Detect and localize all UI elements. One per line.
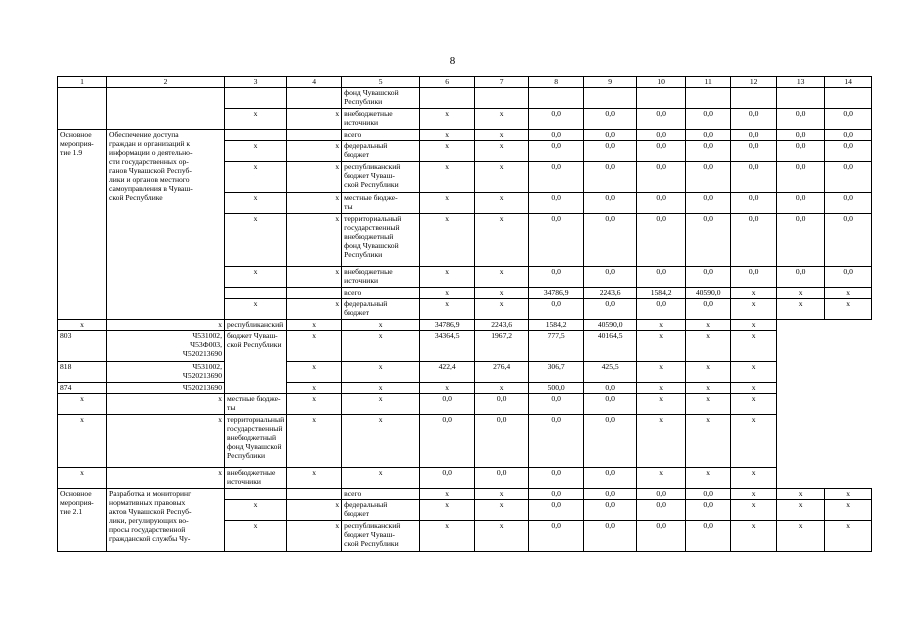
table-row — [58, 383, 872, 394]
table-cell: х — [686, 320, 731, 331]
table-cell: 1584,2 — [529, 320, 584, 331]
table-cell: х — [107, 468, 225, 489]
table-cell: х — [686, 331, 731, 362]
table-cell: 0,0 — [637, 214, 686, 267]
table-cell: х — [731, 288, 777, 299]
table-cell: х — [475, 162, 529, 193]
table-cell: Ч520213690 — [107, 383, 225, 394]
table-cell: х — [58, 415, 107, 468]
table-cell: 0,0 — [637, 141, 686, 162]
table-cell: х — [420, 162, 475, 193]
column-header-8: 8 — [529, 77, 584, 88]
table-cell — [584, 88, 637, 109]
table-cell: 2243,6 — [584, 288, 637, 299]
table-row — [58, 362, 872, 383]
table-cell: х — [225, 267, 287, 288]
header-row — [58, 77, 872, 88]
table-cell: х — [777, 500, 825, 521]
table-cell: 0,0 — [686, 521, 731, 552]
table-cell: федеральный бюджет — [342, 299, 420, 320]
column-header-10: 10 — [637, 77, 686, 88]
table-cell: х — [475, 500, 529, 521]
table-cell: 0,0 — [529, 299, 584, 320]
table-cell: х — [287, 267, 342, 288]
table-cell: х — [475, 383, 529, 394]
table-cell: 0,0 — [584, 214, 637, 267]
table-cell: 0,0 — [637, 521, 686, 552]
table-cell: 0,0 — [686, 141, 731, 162]
table-cell — [825, 88, 872, 109]
table-cell: 0,0 — [825, 267, 872, 288]
table-cell: х — [342, 362, 420, 383]
table-cell: 0,0 — [686, 193, 731, 214]
table-cell: х — [475, 288, 529, 299]
table-cell: 0,0 — [637, 162, 686, 193]
column-header-11: 11 — [686, 77, 731, 88]
table-cell: х — [475, 267, 529, 288]
table-cell: х — [107, 320, 225, 331]
table-cell: 0,0 — [529, 394, 584, 415]
table-cell: 0,0 — [529, 521, 584, 552]
table-cell: 0,0 — [637, 489, 686, 500]
table-cell: х — [342, 320, 420, 331]
table-row — [58, 489, 872, 500]
table-cell: 306,7 — [529, 362, 584, 383]
table-cell: 0,0 — [777, 109, 825, 130]
table-cell: х — [731, 299, 777, 320]
table-cell: 34364,5 — [420, 331, 475, 362]
column-header-6: 6 — [420, 77, 475, 88]
budget-table — [57, 76, 872, 552]
table-cell — [225, 88, 287, 109]
table-cell: 0,0 — [825, 214, 872, 267]
table-cell: х — [731, 320, 777, 331]
table-cell: 0,0 — [731, 193, 777, 214]
table-cell: 874 — [58, 383, 107, 394]
table-cell: 425,5 — [584, 362, 637, 383]
table-cell: 0,0 — [825, 141, 872, 162]
table-cell: 0,0 — [584, 489, 637, 500]
table-cell: 0,0 — [637, 109, 686, 130]
column-header-13: 13 — [777, 77, 825, 88]
table-cell — [58, 88, 107, 130]
table-cell: 0,0 — [637, 267, 686, 288]
table-cell: 0,0 — [731, 141, 777, 162]
table-cell: х — [731, 383, 777, 394]
column-header-12: 12 — [731, 77, 777, 88]
table-row — [58, 130, 872, 141]
table-cell: х — [287, 468, 342, 489]
table-cell: х — [420, 383, 475, 394]
table-cell: 0,0 — [825, 193, 872, 214]
table-cell: х — [287, 214, 342, 267]
table-cell: 0,0 — [686, 267, 731, 288]
table-cell — [529, 88, 584, 109]
table-cell: территориальный государственный внебюджетный фонд Чувашской Республики — [342, 214, 420, 267]
table-cell: х — [58, 320, 107, 331]
table-cell: х — [107, 394, 225, 415]
table-cell: х — [825, 288, 872, 299]
table-cell: Разработка и мониторинг нормативных правовых актов Чувашской Респуб- лики, регулирующих во- просы государственной гражданской службы Чу- — [107, 489, 225, 552]
table-cell: 0,0 — [475, 415, 529, 468]
table-cell: х — [637, 383, 686, 394]
table-cell: Основное мероприя- тие 2.1 — [58, 489, 107, 552]
table-cell — [225, 489, 287, 500]
table-cell: 0,0 — [731, 130, 777, 141]
table-cell: х — [637, 468, 686, 489]
column-header-1: 1 — [58, 77, 107, 88]
table-cell — [287, 130, 342, 141]
table-cell: х — [287, 320, 342, 331]
table-cell: 0,0 — [584, 468, 637, 489]
table-cell — [475, 88, 529, 109]
table-cell: х — [777, 521, 825, 552]
table-cell: 422,4 — [420, 362, 475, 383]
table-cell: 0,0 — [529, 500, 584, 521]
table-cell: 0,0 — [825, 162, 872, 193]
table-cell: х — [637, 415, 686, 468]
table-cell: Обеспечение доступа граждан и организаций к информации о деятельно- сти государственных ор- ганов Чувашской Респуб- лики и органов местного самоуправления в Чуваш- ской Республике — [107, 130, 225, 320]
table-cell: 0,0 — [475, 468, 529, 489]
table-cell: 0,0 — [584, 394, 637, 415]
table-cell: 0,0 — [731, 267, 777, 288]
table-cell: х — [731, 489, 777, 500]
table-cell: 0,0 — [686, 500, 731, 521]
table-cell: 0,0 — [475, 394, 529, 415]
table-cell — [225, 130, 287, 141]
table-cell: 0,0 — [686, 214, 731, 267]
table-cell: х — [287, 362, 342, 383]
table-cell: х — [342, 394, 420, 415]
table-cell: х — [287, 394, 342, 415]
table-cell: 34786,9 — [420, 320, 475, 331]
table-cell: х — [475, 489, 529, 500]
table-cell: 0,0 — [637, 130, 686, 141]
table-cell: 1584,2 — [637, 288, 686, 299]
table-cell: внебюджетные источники — [342, 109, 420, 130]
table-cell: 0,0 — [420, 468, 475, 489]
table-cell: х — [686, 394, 731, 415]
table-cell: 0,0 — [731, 109, 777, 130]
table-cell: х — [287, 521, 342, 552]
table-cell: 1967,2 — [475, 331, 529, 362]
table-cell: х — [825, 299, 872, 320]
table-cell: х — [420, 193, 475, 214]
table-cell — [287, 489, 342, 500]
table-cell — [287, 88, 342, 109]
table-cell: х — [637, 394, 686, 415]
table-cell: 0,0 — [529, 130, 584, 141]
table-cell: х — [58, 468, 107, 489]
table-cell: х — [225, 162, 287, 193]
table-cell: местные бюдже- ты — [225, 394, 287, 415]
column-header-4: 4 — [287, 77, 342, 88]
table-cell: 0,0 — [584, 141, 637, 162]
table-cell — [777, 88, 825, 109]
table-cell: 40590,0 — [584, 320, 637, 331]
table-cell: 0,0 — [825, 130, 872, 141]
table-cell: х — [825, 489, 872, 500]
table-cell: х — [225, 299, 287, 320]
table-cell: 0,0 — [777, 130, 825, 141]
table-cell: х — [287, 500, 342, 521]
table-cell: х — [342, 468, 420, 489]
table-cell: х — [225, 193, 287, 214]
column-header-3: 3 — [225, 77, 287, 88]
table-cell: х — [287, 299, 342, 320]
table-cell — [107, 88, 225, 130]
table-cell: х — [58, 394, 107, 415]
table-row — [58, 415, 872, 468]
table-cell: х — [225, 214, 287, 267]
table-cell: х — [777, 299, 825, 320]
table-cell: 0,0 — [686, 130, 731, 141]
table-cell: Ч531002, Ч53Ф003, Ч520213690 — [107, 331, 225, 362]
table-cell: всего — [342, 489, 420, 500]
table-cell: х — [637, 331, 686, 362]
table-cell: 0,0 — [529, 489, 584, 500]
table-cell: х — [342, 415, 420, 468]
page-number: 8 — [449, 55, 456, 67]
table-cell — [420, 88, 475, 109]
table-cell: 0,0 — [686, 109, 731, 130]
table-cell: 0,0 — [420, 415, 475, 468]
table-cell: 777,5 — [529, 331, 584, 362]
table-row — [58, 394, 872, 415]
table-cell: 34786,9 — [529, 288, 584, 299]
table-cell: Основное мероприя- тие 1.9 — [58, 130, 107, 320]
table-cell: х — [686, 415, 731, 468]
table-cell: 0,0 — [777, 141, 825, 162]
table-cell: 0,0 — [529, 193, 584, 214]
table-cell: 0,0 — [777, 162, 825, 193]
table-cell: республиканский бюджет Чуваш- ской Республики — [342, 162, 420, 193]
table-cell: х — [420, 500, 475, 521]
table-cell: х — [107, 415, 225, 468]
table-cell: 0,0 — [584, 299, 637, 320]
column-header-2: 2 — [107, 77, 225, 88]
table-cell: 0,0 — [686, 489, 731, 500]
table-cell: Ч531002, Ч520213690 — [107, 362, 225, 383]
table-cell: 276,4 — [475, 362, 529, 383]
table-cell: х — [420, 288, 475, 299]
table-cell: х — [637, 320, 686, 331]
table-cell: бюджет Чуваш- ской Республики — [225, 331, 287, 394]
table-cell: 0,0 — [584, 109, 637, 130]
table-cell: х — [731, 500, 777, 521]
table-cell: х — [287, 109, 342, 130]
table-cell: 500,0 — [529, 383, 584, 394]
column-header-5: 5 — [342, 77, 420, 88]
table-cell: х — [731, 394, 777, 415]
table-cell — [637, 88, 686, 109]
table-cell: федеральный бюджет — [342, 500, 420, 521]
table-cell: 0,0 — [529, 214, 584, 267]
table-cell: 0,0 — [584, 130, 637, 141]
table-cell: всего — [342, 288, 420, 299]
table-cell: х — [225, 500, 287, 521]
table-cell: 0,0 — [529, 468, 584, 489]
table-cell: 0,0 — [777, 193, 825, 214]
table-cell: х — [225, 109, 287, 130]
table-cell: х — [825, 521, 872, 552]
table-cell: х — [637, 362, 686, 383]
table-cell: х — [731, 331, 777, 362]
table-row — [58, 88, 872, 109]
table-cell: 0,0 — [529, 267, 584, 288]
table-cell: х — [686, 383, 731, 394]
table-cell: х — [777, 489, 825, 500]
table-cell: х — [420, 521, 475, 552]
table-cell: х — [731, 415, 777, 468]
table-cell: 0,0 — [584, 521, 637, 552]
table-cell: х — [420, 299, 475, 320]
table-cell: внебюджетные источники — [342, 267, 420, 288]
table-cell: федеральный бюджет — [342, 141, 420, 162]
table-cell: 40164,5 — [584, 331, 637, 362]
table-cell: 0,0 — [777, 267, 825, 288]
table-cell: 0,0 — [686, 162, 731, 193]
table-cell: республиканский бюджет Чуваш- ской Республики — [342, 521, 420, 552]
table-cell: х — [420, 214, 475, 267]
table-cell: местные бюдже- ты — [342, 193, 420, 214]
table-cell: 0,0 — [584, 383, 637, 394]
table-cell: 0,0 — [529, 162, 584, 193]
table-cell: 0,0 — [686, 299, 731, 320]
table-cell — [686, 88, 731, 109]
table-cell: х — [475, 141, 529, 162]
table-cell: х — [731, 468, 777, 489]
table-cell — [225, 288, 287, 299]
column-header-14: 14 — [825, 77, 872, 88]
table-cell: 0,0 — [420, 394, 475, 415]
table-row — [58, 331, 872, 362]
table-cell: 0,0 — [584, 415, 637, 468]
table-cell: х — [420, 109, 475, 130]
table-cell: х — [475, 193, 529, 214]
table-cell: х — [225, 521, 287, 552]
table-cell: х — [287, 383, 342, 394]
column-header-7: 7 — [475, 77, 529, 88]
table-cell: 0,0 — [777, 214, 825, 267]
table-cell: х — [287, 162, 342, 193]
table-cell: 0,0 — [584, 500, 637, 521]
table-cell: х — [420, 141, 475, 162]
table-cell: 0,0 — [637, 500, 686, 521]
table-cell: 0,0 — [529, 415, 584, 468]
table-cell: х — [731, 521, 777, 552]
table-cell: 0,0 — [825, 109, 872, 130]
table-cell: 0,0 — [529, 141, 584, 162]
table-cell: х — [475, 214, 529, 267]
table-cell: 0,0 — [584, 267, 637, 288]
table-cell: х — [287, 193, 342, 214]
table-row — [58, 468, 872, 489]
table-cell: 0,0 — [731, 214, 777, 267]
table-cell: внебюджетные источники — [225, 468, 287, 489]
table-cell: х — [225, 141, 287, 162]
table-cell: х — [420, 267, 475, 288]
table-cell: х — [475, 109, 529, 130]
table-cell: республиканский — [225, 320, 287, 331]
table-cell: 818 — [58, 362, 107, 383]
table-cell: х — [342, 383, 420, 394]
table-cell: 40590,0 — [686, 288, 731, 299]
table-cell: фонд Чувашской Республики — [342, 88, 420, 109]
table-cell: 0,0 — [637, 299, 686, 320]
table-cell: 803 — [58, 331, 107, 362]
column-header-9: 9 — [584, 77, 637, 88]
table-row — [58, 320, 872, 331]
table-cell: х — [731, 362, 777, 383]
table-cell: х — [287, 141, 342, 162]
table-cell: 0,0 — [584, 193, 637, 214]
table-cell: территориальный государственный внебюджетный фонд Чувашской Республики — [225, 415, 287, 468]
table-cell: х — [342, 331, 420, 362]
table-cell: х — [475, 521, 529, 552]
table-cell: х — [287, 415, 342, 468]
table-cell: х — [475, 299, 529, 320]
table-cell: х — [420, 130, 475, 141]
table-cell: всего — [342, 130, 420, 141]
table-cell: х — [475, 130, 529, 141]
table-cell: х — [686, 362, 731, 383]
table-cell: 0,0 — [529, 109, 584, 130]
table-cell: 0,0 — [731, 162, 777, 193]
table-cell: х — [777, 288, 825, 299]
table-cell: 2243,6 — [475, 320, 529, 331]
table-cell: 0,0 — [584, 162, 637, 193]
table-cell: х — [287, 331, 342, 362]
table-cell — [287, 288, 342, 299]
table-cell: х — [825, 500, 872, 521]
table-cell: х — [420, 489, 475, 500]
table-cell — [731, 88, 777, 109]
table-cell: 0,0 — [637, 193, 686, 214]
table-cell: х — [686, 468, 731, 489]
